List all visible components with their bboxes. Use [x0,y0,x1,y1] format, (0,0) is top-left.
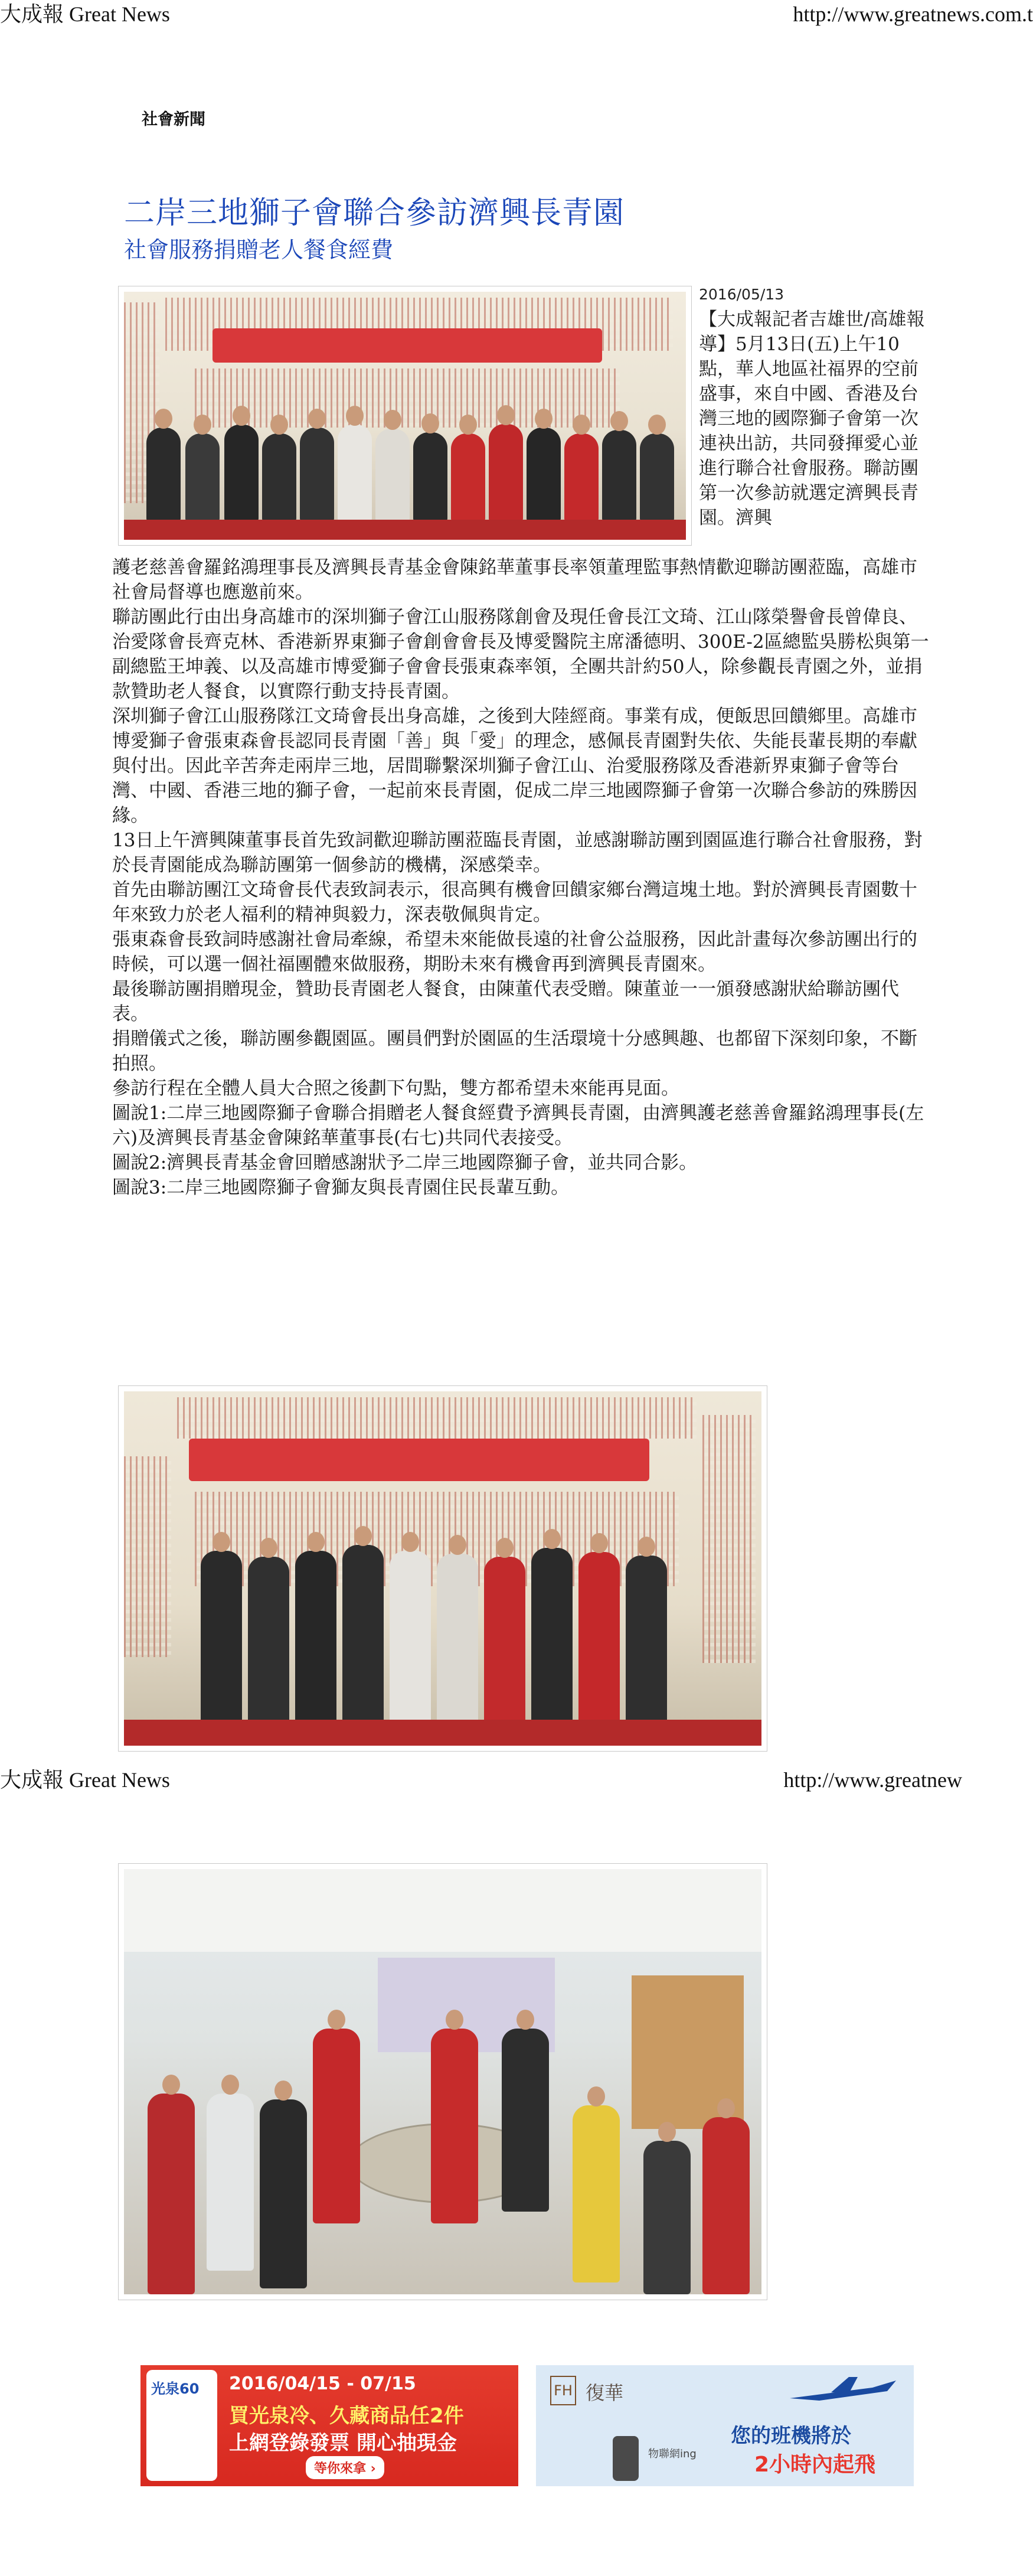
person-figure [640,433,674,522]
person-figure [437,1554,478,1728]
person-figure [295,1551,336,1728]
article-paragraph: 首先由聯訪團江文琦會長代表致詞表示，很高興有機會回饋家鄉台灣這塊土地。對於濟興長青園數十年來致力於老人福利的精神與毅力，深表敬佩與肯定。 [112,879,917,925]
print-header-url: http://www.greatnews.com.t [793,2,1033,26]
wall-calligraphy [702,1415,756,1663]
ad-line-2: 上網登錄發票 開心抽現金 [229,2431,457,2455]
person-figure [390,1551,431,1728]
print-header-site-name: 大成報 Great News [0,1768,170,1792]
article-body [112,555,934,1200]
photo-caption: 圖說1:二岸三地國際獅子會聯合捐贈老人餐食經費予濟興長青園，由濟興護老慈善會羅銘鴻理事長(左六)及濟興長青基金會陳銘華董事長(右七)共同代表接受。 [112,1103,924,1149]
person-figure [313,2029,360,2223]
ad-dates: 2016/04/15 - 07/15 [229,2373,416,2394]
article-paragraph: 參訪行程在全體人員大合照之後劃下句點，雙方都希望未來能再見面。 [112,1078,679,1099]
article-photo-2 [118,1385,767,1752]
person-figure [260,2099,307,2288]
smartphone-icon [613,2436,639,2481]
wall-names-board [195,369,620,428]
person-figure [148,2094,195,2294]
wall-calligraphy [124,1456,171,1657]
ad-brand-sub: 物聯網ing [648,2448,697,2460]
person-figure [626,1556,667,1728]
person-figure [224,425,259,522]
group-photo-image [124,292,686,540]
person-figure [578,1552,620,1728]
person-figure [201,1551,242,1728]
article-lead: 【大成報記者吉雄世/高雄報導】5月13日(五)上午10點，華人地區社福界的空前盛事，來自中國、香港及台灣三地的國際獅子會第一次連袂出訪，共同發揮愛心並進行聯合社會服務。聯訪團第一次參訪就選定濟興長青園。濟興 [699,309,925,529]
person-figure [502,2029,549,2212]
ad-banner-dairy-promo[interactable] [140,2365,518,2486]
article-paragraph: 聯訪團此行由出身高雄市的深圳獅子會江山服務隊創會及現任會長江文琦、江山隊榮譽會長曾偉良、治愛隊會長齊克林、香港新界東獅子會創會會長及博愛醫院主席潘德明、300E-2區總監吳勝松與第一副總監王坤義、以及高雄市博愛獅子會會長張東森率領，全團共計約50人，除參觀長青園之外，並捐款贊助老人餐食，以實際行動支持長青園。 [112,606,929,702]
person-figure [451,433,485,522]
person-figure [262,433,296,522]
red-carpet [124,520,686,540]
ad-cta-button[interactable]: 等你來拿 › [306,2456,384,2479]
person-figure [248,1557,289,1728]
ad-line-2: 2小時內起飛 [754,2453,876,2477]
event-banner [213,328,602,363]
person-figure [342,1545,384,1728]
print-header-site-name: 大成報 Great News [0,2,170,26]
event-banner [189,1439,649,1481]
wall-plaques [177,1397,697,1439]
airplane-icon [784,2375,902,2410]
photo-caption: 圖說3:二岸三地國際獅子會獅友與長青園住民長輩互動。 [112,1177,570,1198]
article-paragraph: 最後聯訪團捐贈現金，贊助長青園老人餐食，由陳董代表受贈。陳董並一一頒發感謝狀給聯訪團代表。 [112,979,899,1025]
article-paragraph: 深圳獅子會江山服務隊江文琦會長出身高雄，之後到大陸經商。事業有成，便飯思回饋鄉里。高雄市博愛獅子會張東森會長認同長青園「善」與「愛」的理念，感佩長青園對失依、失能長輩長期的奉獻與付出。因此辛苦奔走兩岸三地，居間聯繫深圳獅子會江山、治愛服務隊及香港新界東獅子會等台灣、中國、香港三地的獅子會，一起前來長青園，促成二岸三地國際獅子會第一次聯合參訪的殊勝因緣。 [112,706,917,826]
print-header-page-2 [0,1766,1033,1794]
ad-line-1: 您的班機將於 [731,2424,851,2448]
person-figure [602,430,636,522]
article-paragraph: 13日上午濟興陳董事長首先致詞歡迎聯訪團蒞臨長青園，並感謝聯訪團到園區進行聯合社會服務，對於長青園能成為聯訪團第一個參訪的機構，深感榮幸。 [112,830,923,876]
ad-logo-mark: FH [550,2376,576,2405]
person-figure [702,2117,750,2294]
person-figure [643,2141,691,2294]
article-paragraph: 張東森會長致詞時感謝社會局牽線，希望未來能做長遠的社會公益服務，因此計畫每次參訪團出行的時候，可以選一個社福團體來做服務，期盼未來有機會再到濟興長青園來。 [112,929,917,975]
person-figure [300,428,334,522]
ad-brand: 光泉60 [151,2381,200,2397]
ad-line-1: 買光泉冷、久藏商品任2件 [229,2404,464,2428]
person-figure [185,433,220,522]
ceiling [124,1869,761,1952]
person-figure [489,424,523,522]
section-label: 社會新聞 [142,110,205,129]
article-photo-1 [118,286,692,546]
person-figure [564,433,599,522]
person-figure [573,2105,620,2282]
person-figure [413,432,447,522]
person-figure [431,2029,478,2223]
article-paragraph: 捐贈儀式之後，聯訪團參觀園區。團員們對於園區的生活環境十分感興趣、也都留下深刻印象，不斷拍照。 [112,1028,917,1074]
person-figure [338,425,372,522]
article-title: 二岸三地獅子會聯合參訪濟興長青園 [124,195,625,231]
article-subtitle: 社會服務捐贈老人餐食經費 [124,237,394,263]
article-paragraph: 護老慈善會羅銘鴻理事長及濟興長青基金會陳銘華董事長率領董理監事熱情歡迎聯訪團蒞臨，高雄市社會局督導也應邀前來。 [112,557,917,603]
article-date: 2016/05/13 [699,286,784,303]
person-figure [531,1548,573,1728]
certificate-photo-image [124,1391,761,1746]
photo-caption: 圖說2:濟興長青基金會回贈感謝狀予二岸三地國際獅子會，並共同合影。 [112,1152,698,1173]
person-figure [484,1557,525,1728]
person-figure [146,428,181,522]
ad-brand: 復華 [586,2382,624,2404]
article-photo-3 [118,1863,767,2300]
red-carpet [124,1720,761,1746]
person-figure [527,428,561,522]
dining-hall-photo-image [124,1869,761,2294]
ad-banner-flight-notice[interactable] [536,2365,914,2486]
person-figure [207,2094,254,2271]
person-figure [375,429,410,522]
print-header [0,0,1033,28]
print-header-url: http://www.greatnew [783,1768,962,1792]
